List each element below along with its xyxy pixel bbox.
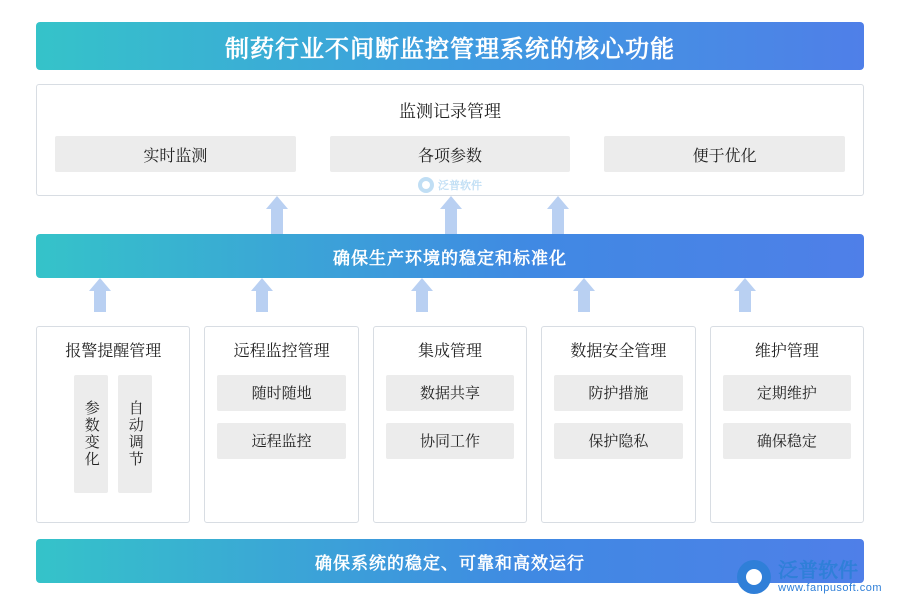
- column-title: 远程监控管理: [233, 343, 330, 360]
- column-title: 报警提醒管理: [65, 343, 162, 360]
- arrow-up-icon: [734, 278, 756, 312]
- column-item: 防护措施: [554, 375, 682, 411]
- bottom-banner: 确保系统的稳定、可靠和高效运行: [36, 539, 864, 583]
- watermark-small: [418, 177, 482, 193]
- monitoring-record-card: [36, 84, 864, 196]
- column-title: 数据安全管理: [570, 343, 667, 360]
- column-item: 确保稳定: [723, 423, 851, 459]
- feature-column-integration: [373, 326, 527, 523]
- arrow-up-icon: [251, 278, 273, 312]
- arrow-band-upper: [36, 196, 864, 234]
- bottom-banner-wrap: [36, 539, 864, 583]
- arrow-up-icon: [547, 196, 569, 234]
- mid-banner: 确保生产环境的稳定和标准化: [36, 234, 864, 278]
- record-card-chip-row: [55, 136, 845, 172]
- column-item: 自动调节: [118, 375, 152, 493]
- column-items: [723, 375, 851, 459]
- arrow-up-icon: [440, 196, 462, 234]
- column-title: 维护管理: [754, 343, 819, 360]
- watermark-small-text: 泛普软件: [438, 180, 482, 192]
- column-title: 集成管理: [418, 343, 483, 360]
- page-title: 制药行业不间断监控管理系统的核心功能: [36, 22, 864, 70]
- column-item: 协同工作: [386, 423, 514, 459]
- column-vertical-items: [49, 375, 177, 493]
- feature-column-maintenance: [710, 326, 864, 523]
- feature-column-security: [541, 326, 695, 523]
- column-item: 参数变化: [74, 375, 108, 493]
- brand-logo-icon: [418, 177, 434, 193]
- column-item: 定期维护: [723, 375, 851, 411]
- brand-name: 泛普软件: [778, 559, 859, 582]
- column-items: [554, 375, 682, 459]
- arrow-up-icon: [89, 278, 111, 312]
- column-items: [217, 375, 345, 459]
- column-item: 随时随地: [217, 375, 345, 411]
- brand-url: www.fanpusoft.com: [778, 581, 882, 594]
- arrow-band-lower: [36, 278, 864, 312]
- feature-column-remote: [204, 326, 358, 523]
- feature-column-alarm: [36, 326, 190, 523]
- arrow-up-icon: [411, 278, 433, 312]
- arrow-up-icon: [573, 278, 595, 312]
- record-chip: 各项参数: [330, 136, 571, 172]
- column-item: 数据共享: [386, 375, 514, 411]
- record-chip: 实时监测: [55, 136, 296, 172]
- column-items: [386, 375, 514, 459]
- column-item: 远程监控: [217, 423, 345, 459]
- record-chip: 便于优化: [604, 136, 845, 172]
- feature-columns: [36, 326, 864, 523]
- arrow-up-icon: [266, 196, 288, 234]
- record-card-title: 监测记录管理: [399, 102, 501, 121]
- column-item: 保护隐私: [554, 423, 682, 459]
